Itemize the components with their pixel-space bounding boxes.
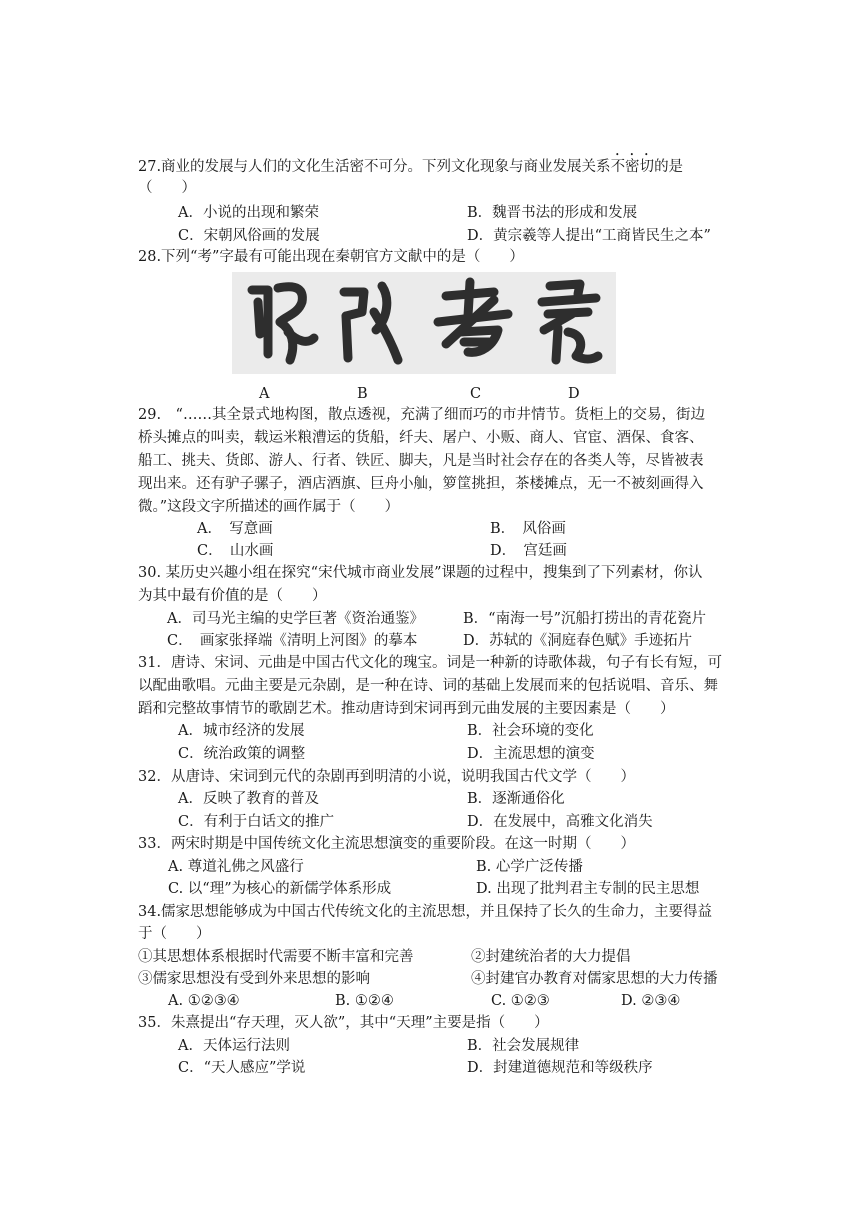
q27-option-b[interactable]: B．魏晋书法的形成和发展 [467,205,638,221]
q29-stem-line2: 桥头摊点的叫卖，载运米粮漕运的货船，纤夫、屠户、小贩、商人、官宦、酒保、食客、 [138,430,704,446]
q27-stem-line1: 27.商业的发展与人们的文化生活密不可分。下列文化现象与商业发展关系不密切的是 [138,159,684,175]
q28-stem: 28.下列“考”字最有可能出现在秦朝官方文献中的是（ ） [138,249,524,265]
q33-option-b[interactable]: B. 心学广泛传播 [476,859,583,875]
q33-option-a[interactable]: A. 尊道礼佛之风盛行 [168,859,304,875]
q28-label-b[interactable]: B [357,386,368,402]
q31-option-b[interactable]: B．社会环境的变化 [467,723,594,739]
kao-variant-a-glyph [252,287,314,360]
q32-stem: 32．从唐诗、宋词到元代的杂剧再到明清的小说，说明我国古代文学（ ） [138,769,635,785]
q33-option-c[interactable]: C. 以“理”为核心的新儒学体系形成 [168,881,392,897]
q34-statement-1: ①其思想体系根据时代需要不断丰富和完善 [138,949,414,965]
q32-option-b[interactable]: B．逐渐通俗化 [467,791,565,807]
q27-option-c[interactable]: C．宋朝风俗画的发展 [178,228,320,244]
q34-option-a[interactable]: A. ①②③④ [168,993,240,1009]
q34-option-d[interactable]: D. ②③④ [621,993,681,1009]
q32-option-c[interactable]: C．有利于白话文的推广 [178,814,335,830]
q34-statement-3: ③儒家思想没有受到外来思想的影响 [138,971,370,987]
q28-label-a[interactable]: A [259,386,270,402]
q29-option-a[interactable]: A． 写意画 [197,521,273,537]
q28-label-d[interactable]: D [568,386,580,402]
q34-stem-line1: 34.儒家思想能够成为中国古代传统文化的主流思想，并且保持了长久的生命力，主要得益 [138,904,713,920]
q31-stem-line2: 以配曲歌唱。元曲主要是元杂剧，是一种在诗、词的基础上发展而来的包括说唱、音乐、舞 [138,678,718,694]
q27-emphasis: 不密切 [610,159,655,175]
q31-option-d[interactable]: D．主流思想的演变 [467,746,595,762]
q33-option-d[interactable]: D. 出现了批判君主专制的民主思想 [476,881,700,897]
q31-option-c[interactable]: C．统治政策的调整 [178,746,306,762]
q33-stem: 33．两宋时期是中国传统文化主流思想演变的重要阶段。在这一时期（ ） [138,836,635,852]
q29-stem-line1: 29. “……其全景式地构图，散点透视，充满了细而巧的市井情节。货柜上的交易，街边 [138,407,705,423]
q27-option-d[interactable]: D．黄宗羲等人提出“工商皆民生之本” [467,228,711,244]
kao-characters-image [232,272,616,374]
kao-variant-c-glyph [438,282,508,352]
kao-variant-d-glyph [542,284,598,360]
q31-option-a[interactable]: A．城市经济的发展 [178,723,305,739]
q29-stem-line4: 现出来。还有驴子骡子，酒店酒旗、巨舟小舢，箩筐挑担，茶楼摊点，无一不被刻画得入 [138,476,704,492]
q31-stem-line3: 蹈和完整故事情节的歌剧艺术。推动唐诗到宋词再到元曲发展的主要因素是（ ） [138,701,675,717]
q35-option-b[interactable]: B．社会发展规律 [467,1038,580,1054]
q30-option-d[interactable]: D．苏轼的《洞庭春色赋》手迹拓片 [463,633,693,649]
q32-option-d[interactable]: D．在发展中，高雅文化消失 [467,814,653,830]
q35-option-c[interactable]: C．“天人感应”学说 [178,1060,306,1076]
q29-option-b[interactable]: B． 风俗画 [490,521,566,537]
q29-stem-line3: 船工、挑夫、货郎、游人、行者、铁匠、脚夫，凡是当时社会存在的各类人等，尽皆被表 [138,453,704,469]
q35-stem: 35．朱熹提出“存天理，灭人欲”，其中“天理”主要是指（ ） [138,1015,549,1031]
q30-option-b[interactable]: B．“南海一号”沉船打捞出的青花瓷片 [463,611,706,627]
q35-option-d[interactable]: D．封建道德规范和等级秩序 [467,1060,653,1076]
kao-character-scan [232,272,616,374]
kao-variant-b-glyph [344,286,398,360]
q30-stem-line2: 为其中最有价值的是（ ） [138,588,327,604]
q35-option-a[interactable]: A．天体运行法则 [178,1038,290,1054]
q28-label-c[interactable]: C [470,386,482,402]
q30-stem-line1: 30. 某历史兴趣小组在探究“宋代城市商业发展”课题的过程中，搜集到了下列素材，你认 [138,565,703,581]
q29-stem-line5: 微。”这段文字所描述的画作属于（ ） [138,499,400,515]
q34-statement-2: ②封建统治者的大力提倡 [471,949,631,965]
q34-option-b[interactable]: B. ①②④ [335,993,394,1009]
q27-stem-line2: （ ） [138,180,196,196]
q30-option-a[interactable]: A．司马光主编的史学巨著《资治通鉴》 [167,611,424,627]
q34-statement-4: ④封建官办教育对儒家思想的大力传播 [471,971,718,987]
q27-option-a[interactable]: A．小说的出现和繁荣 [178,205,319,221]
q32-option-a[interactable]: A．反映了教育的普及 [178,791,319,807]
q31-stem-line1: 31．唐诗、宋词、元曲是中国古代文化的瑰宝。词是一种新的诗歌体裁，句子有长有短，可 [138,655,722,671]
q34-stem-line2: 于（ ） [138,926,211,942]
q34-option-c[interactable]: C. ①②③ [491,993,550,1009]
q30-option-c[interactable]: C． 画家张择端《清明上河图》的摹本 [167,633,418,649]
q29-option-d[interactable]: D． 宫廷画 [490,543,567,559]
q29-option-c[interactable]: C． 山水画 [197,543,274,559]
